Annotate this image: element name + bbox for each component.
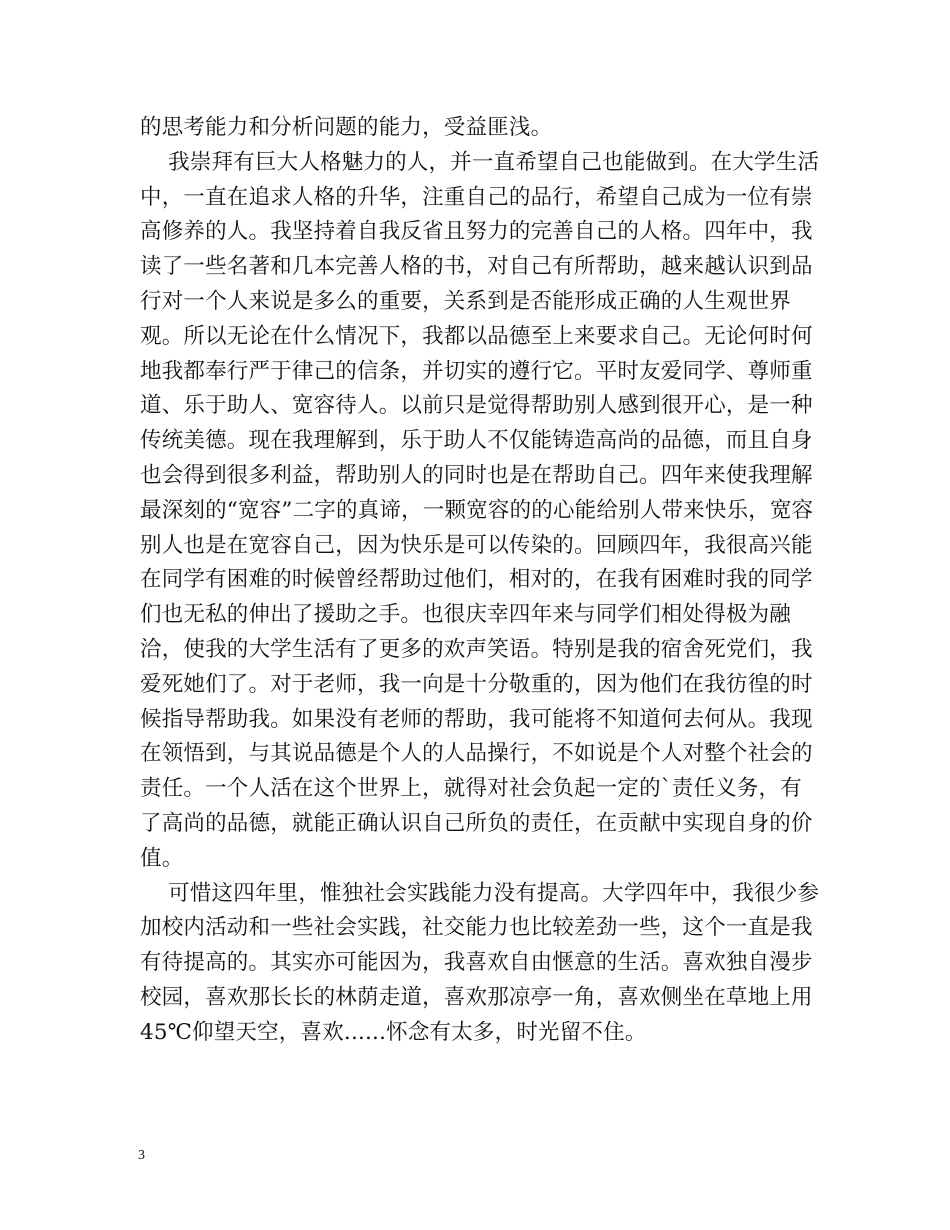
paragraph-social-practice: 可惜这四年里，惟独社会实践能力没有提高。大学四年中，我很少参加校内活动和一些社会实践，社交能力也比较差劲一些，这个一直是我有待提高的。其实亦可能因为，我喜欢自由惬意的生活。喜欢独自漫步校园，喜欢那长长的林荫走道，喜欢那凉亭一角，喜欢侧坐在草地上用45℃仰望天空，喜欢......怀念有太多，时光留不住。 xyxy=(140,880,820,1045)
paragraph-character: 我崇拜有巨大人格魅力的人，并一直希望自己也能做到。在大学生活中，一直在追求人格的升华，注重自己的品行，希望自己成为一位有崇高修养的人。我坚持着自我反省且努力的完善自己的人格。四年中，我读了一些名著和几本完善人格的书，对自己有所帮助，越来越认识到品行对一个人来说是多么的重要，关系到是否能形成正确的人生观世界观。所以无论在什么情况下，我都以品德至上来要求自己。无论何时何地我都奉行严于律己的信条，并切实的遵行它。平时友爱同学、尊师重道、乐于助人、宽容待人。以前只是觉得帮助别人感到很开心，是一种传统美德。现在我理解到，乐于助人不仅能铸造高尚的品德，而且自身也会得到很多利益，帮助别人的同时也是在帮助自己。四年来使我理解最深刻的“宽容”二字的真谛，一颗宽容的的心能给别人带来快乐，宽容别人也是在宽容自己，因为快乐是可以传染的。回顾四年，我很高兴能在同学有困难的时候曾经帮助过他们，相对的，在我有困难时我的同学们也无私的伸出了援助之手。也很庆幸四年来与同学们相处得极为融洽，使我的大学生活有了更多的欢声笑语。特别是我的宿舍死党们，我爱死她们了。对于老师，我一向是十分敬重的，因为他们在我彷徨的时候指导帮助我。如果没有老师的帮助，我可能将不知道何去何从。我现在领悟到，与其说品德是个人的人品操行，不如说是个人对整个社会的责任。一个人活在这个世界上，就得对社会负起一定的`责任义务，有了高尚的品德，就能正确认识自己所负的责任，在贡献中实现自身的价值。 xyxy=(140,149,820,871)
paragraph-continuation: 的思考能力和分析问题的能力，受益匪浅。 xyxy=(140,115,553,140)
page-number: 3 xyxy=(138,1148,145,1163)
body-text xyxy=(140,111,820,1051)
